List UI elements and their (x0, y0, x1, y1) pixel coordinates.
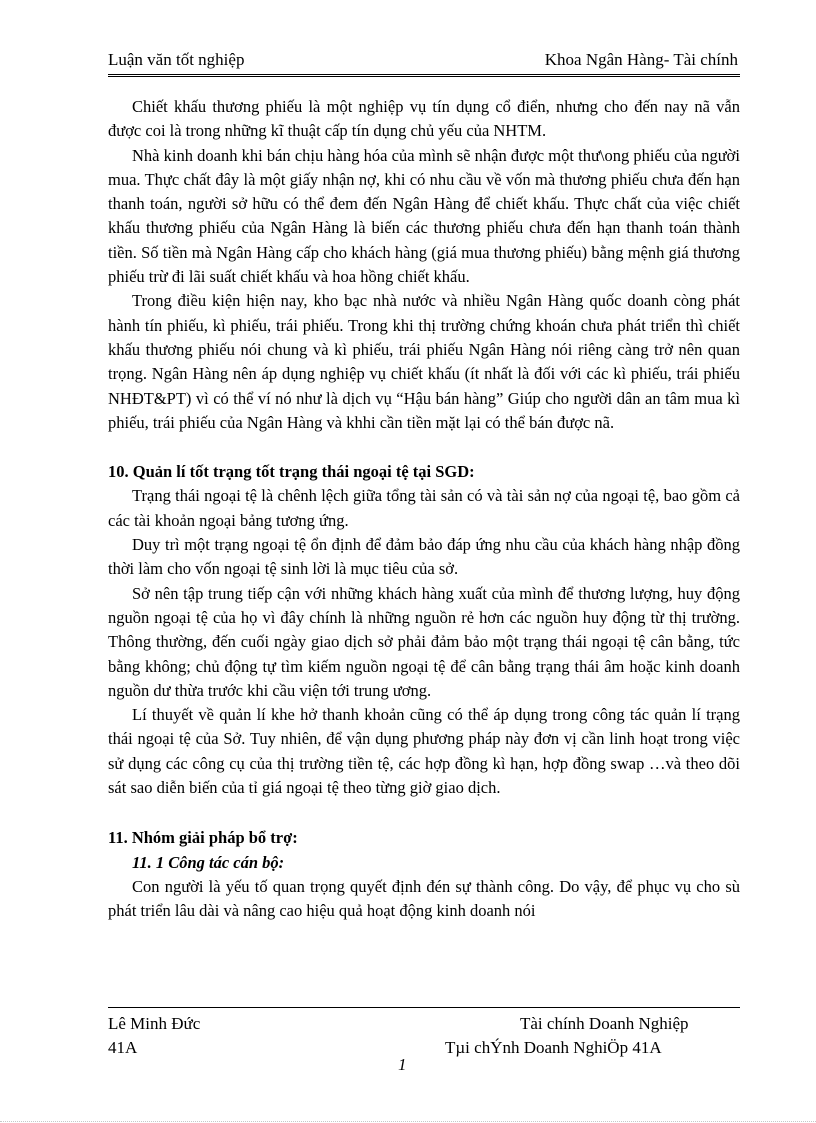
page-edge (0, 1121, 816, 1122)
header-divider (108, 74, 740, 77)
paragraph: Sở nên tập trung tiếp cận với những khách hàng xuất của mình để thương lượng, huy động nguồn ngoại tệ của họ vì đây chính là những nguồn rẻ hơn các nguồn huy động từ thị trường. Thông thường, đến cuối ngày giao dịch sở phải đảm bảo một trạng thái ngoại tệ cân bằng, tức bằng không; chủ động tự tìm kiếm nguồn ngoại tệ để cân bằng trạng thái âm hoặc kinh doanh nguồn dư thừa trước khi cầu viện tới trung ương. (108, 583, 740, 700)
header-thesis-label: Luận văn tốt nghiệp (108, 50, 245, 69)
section-11-1-subheading: 11. 1 Công tác cán bộ: (132, 852, 285, 872)
page-body (108, 95, 740, 924)
footer-department: Tài chính Doanh Nghiệp (520, 1014, 689, 1033)
paragraph: Con người là yếu tố quan trọng quyết định đén sự thành công. Do vậy, để phục vụ cho sù phát triển lâu dài và nâng cao hiệu quả hoạt động kinh doanh nói (108, 876, 740, 921)
page-number: 1 (398, 1055, 407, 1074)
paragraph: Trong điều kiện hiện nay, kho bạc nhà nước và nhiều Ngân Hàng quốc doanh còng phát hành tín phiếu, kì phiếu, trái phiếu. Trong khi thị trường chứng khoán chưa phát triển thì chiết khấu thương phiếu nói chung và kì phiếu, trái phiếu Ngân Hàng nói riêng càng trở nên quan trọng. Ngân Hàng nên áp dụng nghiệp vụ chiết khấu (ít nhất là đối với các kì phiếu, trái phiếu NHĐT&PT) vì có thể ví nó như là dịch vụ “Hậu bán hàng” Giúp cho người dân an tâm mua kì phiếu, trái phiếu của Ngân Hàng và khhi cần tiền mặt lại có thể bán được nã. (108, 291, 740, 432)
paragraph: Duy trì một trạng ngoại tệ ổn định để đảm bảo đáp ứng nhu cầu của khách hàng nhập đồng thời làm cho vốn ngoại tệ sinh lời là mục tiêu của sở. (108, 535, 740, 579)
footer-divider (108, 1007, 740, 1008)
header-faculty-label: Khoa Ngân Hàng- Tài chính (544, 50, 738, 69)
section-11-heading: 11. Nhóm giải pháp bổ trợ: (108, 828, 298, 848)
section-10-heading: 10. Quản lí tốt trạng tốt trạng thái ngoại tệ tại SGD: (108, 462, 475, 482)
footer-class: 41A (108, 1038, 138, 1057)
paragraph: Trạng thái ngoại tệ là chênh lệch giữa tổng tài sản có và tài sản nợ của ngoại tệ, bao gồm cả các tài khoản ngoại bảng tương ứng. (108, 486, 740, 530)
paragraph: Nhà kinh doanh khi bán chịu hàng hóa của mình sẽ nhận được một thư\ong phiếu của người mua. Thực chất đây là một giấy nhận nợ, khi có nhu cầu về vốn mà thương phiếu chưa đến hạn thanh toán, người sở hữu có thể đem đến Ngân Hàng để chiết khấu. Thực chất của việc chiết khấu thương phiếu của Ngân Hàng là biến các thương phiếu chưa đến hạn thanh toán thành tiền. Số tiền mà Ngân Hàng cấp cho khách hàng (giá mua thương phiếu) bằng mệnh giá thương phiếu trừ đi lãi suất chiết khấu và hoa hồng chiết khấu. (108, 145, 740, 287)
paragraph: Chiết khấu thương phiếu là một nghiệp vụ tín dụng cổ điển, nhưng cho đến nay nã vẫn được coi là trong những kĩ thuật cấp tín dụng chủ yếu của NHTM. (108, 97, 740, 141)
page-header (108, 48, 738, 74)
paragraph: Lí thuyết về quản lí khe hở thanh khoản cũng có thể áp dụng trong công tác quản lí trạng thái ngoại tệ của Sở. Tuy nhiên, để vận dụng phương pháp này đơn vị cần linh hoạt trong việc sử dụng các công cụ của thị trường tiền tệ, các hợp đồng kì hạn, hợp đồng swap …và theo dõi sát sao diễn biến của tỉ giá ngoại tệ theo từng giờ giao dịch. (108, 705, 740, 798)
footer-department-encoded: Tµi chÝnh Doanh NghiÖp 41A (445, 1038, 662, 1057)
footer-author: Lê Minh Đức (108, 1014, 201, 1033)
